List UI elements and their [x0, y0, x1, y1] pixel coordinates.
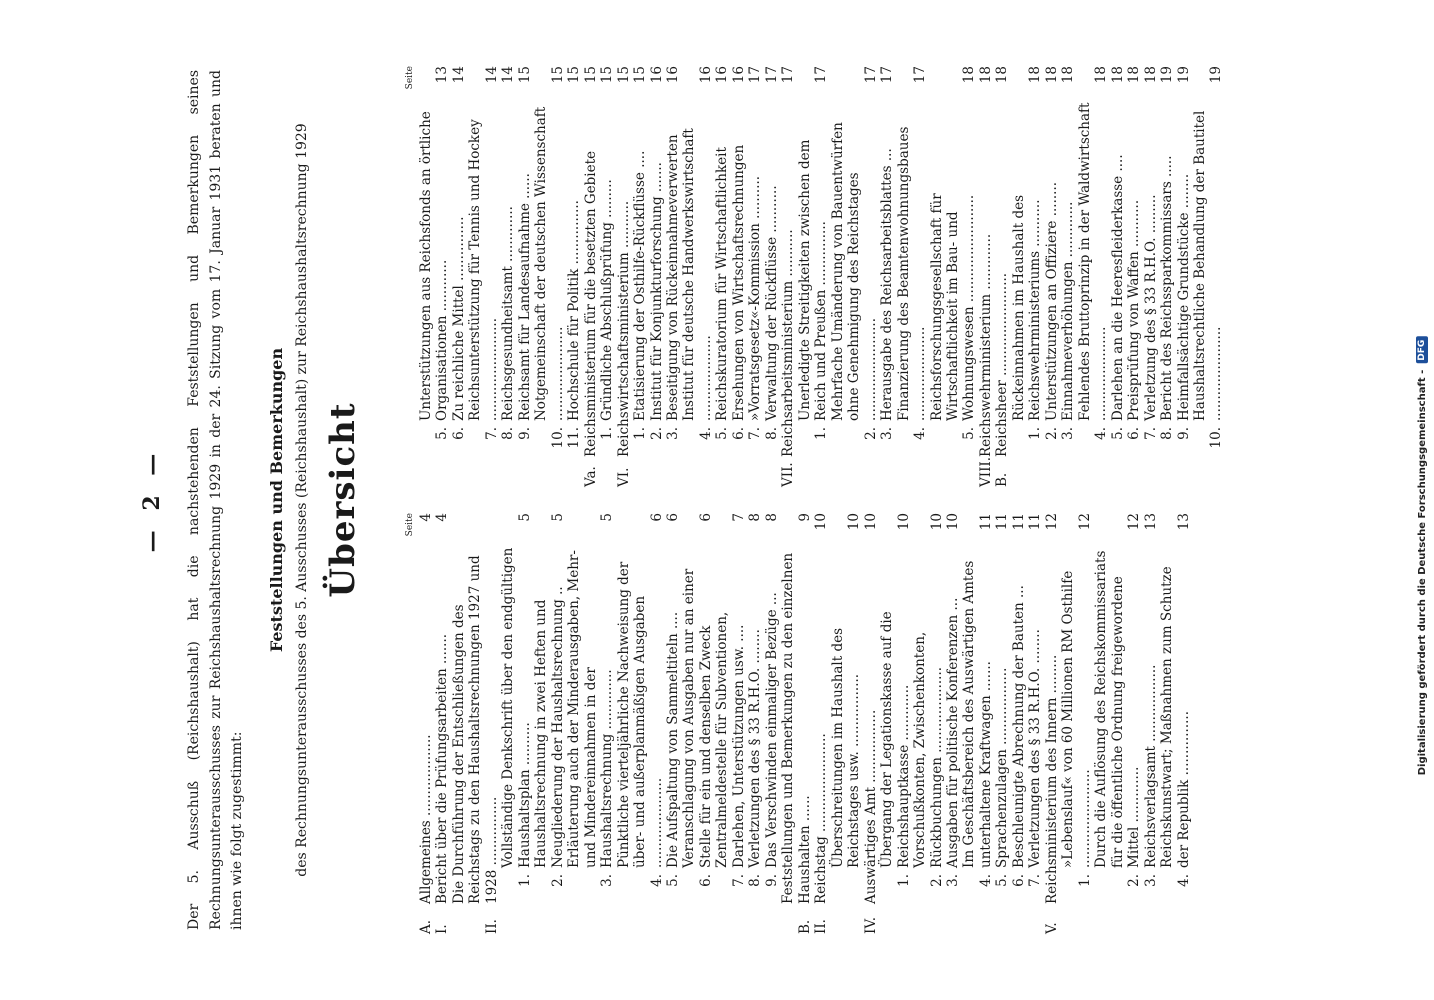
toc-entry-text: Rückeinnahmen im Haushalt des Reichswehrministeriums ...........: [1010, 194, 1044, 421]
toc-entry-page: 14: [500, 66, 517, 84]
toc-entry: [616, 66, 632, 487]
toc-entry-number: 2.: [862, 427, 879, 440]
toc-entry-number: 7.: [747, 427, 764, 440]
toc-entry-number: 8.: [1159, 427, 1176, 440]
toc-entry-page: 18: [994, 66, 1011, 84]
toc-entry-text: Verletzung des § 33 R.H.O. .........: [1142, 194, 1159, 421]
toc-entry-number: 2.: [928, 874, 945, 887]
toc-entry-number: 6.: [450, 427, 467, 440]
toc-entry-text: Reichsministerium des Innern .........: [1043, 654, 1060, 904]
toc-entry-text: Reichsgesundheitsamt .............: [500, 206, 517, 421]
toc-entry-text: Reichsunterstützung für Tennis und Hockey ........................: [467, 119, 500, 421]
toc-entry-number: A.: [417, 919, 434, 934]
toc-entry-page: 6: [665, 513, 681, 522]
toc-entry: [451, 66, 467, 487]
toc-entry-page: 4: [434, 513, 451, 522]
toc-entry-number: 1.: [813, 427, 830, 440]
seite-label-right: Seite: [405, 66, 415, 90]
toc-entry-page: 17: [813, 66, 830, 84]
toc-entry-text: Sprachenzulagen ..................: [994, 667, 1011, 868]
toc-entry-number: 1.: [1076, 874, 1093, 887]
toc-entry-page: 6: [648, 513, 665, 522]
toc-entry-number: 9.: [516, 427, 533, 440]
toc-entry-page: 11: [1010, 513, 1027, 531]
seite-label-left: Seite: [405, 513, 415, 537]
toc-entry-text: Finanzierung des Beamtenwohnungsbaues ......................: [895, 126, 929, 421]
toc-entry: [583, 66, 599, 487]
toc-entry-number: 10.: [549, 427, 566, 449]
toc-entry-number: VI.: [615, 467, 632, 487]
toc-entry-number: 4.: [912, 427, 929, 440]
toc-entry-text: Reichsarbeitsministerium ...........: [780, 229, 797, 457]
toc-entry: [1027, 513, 1043, 934]
toc-entry-page: 18: [1027, 66, 1044, 84]
toc-entry-page: 9: [796, 513, 813, 522]
toc-entry-page: 8: [747, 513, 764, 522]
toc-entry-number: 1.: [632, 427, 649, 440]
toc-entry-text: Haushaltsrechtliche Behandlung der Bautitel ......................: [1192, 110, 1225, 421]
heading-subtitle: des Rechnungsunterausschusses des 5. Ausschusses (Reichshaushalt) zur Reichshaushaltsrechnung 1929: [294, 123, 311, 877]
toc-entry-number: 8.: [747, 874, 764, 887]
toc-entry: [863, 513, 879, 934]
toc-entry-number: 3.: [944, 874, 961, 887]
toc-entry-number: VII.: [780, 462, 797, 487]
toc-entry-number: 7.: [1142, 427, 1159, 440]
toc-entry: [566, 66, 582, 487]
toc-entry-number: 5.: [434, 427, 451, 440]
toc-entry: [1093, 513, 1142, 934]
toc-entry-page: 17: [912, 66, 929, 84]
toc-entry-page: 15: [599, 66, 616, 84]
toc-entry-text: Herausgabe des Reichsarbeitsblattes ...: [879, 148, 896, 421]
toc-entry: [912, 513, 945, 934]
page-number: — 2 —: [139, 447, 165, 553]
toc-entry: [1044, 66, 1060, 487]
toc-entry-text: Veranschlagung von Ausgaben nur an einer Stelle für ein und denselben Zweck: [681, 568, 714, 868]
toc-entry-text: Darlehen an die Heeresfleiderkasse ....: [1109, 154, 1126, 421]
toc-entry-page: 16: [730, 66, 747, 84]
toc-entry: [1176, 66, 1192, 487]
toc-entry-number: 1.: [895, 874, 912, 887]
toc-entry-page: 10: [813, 513, 830, 531]
toc-entry-page: 16: [697, 66, 714, 84]
toc-entry: [1011, 66, 1044, 487]
toc-entry-number: II.: [483, 919, 500, 934]
toc-entry: [961, 513, 994, 934]
toc-entry-number: 1.: [1027, 427, 1044, 440]
toc-entry-page: 15: [582, 66, 599, 84]
toc-entry-number: 3.: [1060, 427, 1077, 440]
toc-entry-page: 7: [730, 513, 747, 522]
toc-entry-number: 3.: [879, 427, 896, 440]
toc-entry-text: Beschleunigte Abrechnung der Bauten ...: [1010, 585, 1027, 868]
toc-entry-page: 10: [944, 513, 961, 531]
toc-entry-page: 5: [549, 513, 566, 522]
toc-entry-page: 18: [1093, 66, 1110, 84]
toc-entry-text: Vorschußkonten, Zwischenkonten, Rückbuchungen ....................: [912, 631, 945, 868]
toc-entry-number: 4.: [697, 427, 714, 440]
toc-entry: [1011, 513, 1027, 934]
toc-entry-page: 10: [846, 513, 863, 531]
toc-entry-number: 5.: [714, 427, 731, 440]
toc-entry: [1126, 66, 1142, 487]
toc-entry-number: 9.: [1175, 427, 1192, 440]
toc-entry-text: Verletzungen des § 33 R.H.O. ........: [1027, 629, 1044, 868]
toc-entry-number: 6.: [1126, 427, 1143, 440]
toc-entry-text: Reichswirtschaftsministerium ...........: [615, 200, 632, 457]
toc-entry: [599, 66, 615, 487]
toc-entry-number: 9.: [763, 874, 780, 887]
toc-entry: [1192, 66, 1225, 487]
toc-entry: [945, 513, 961, 934]
toc-entry: [994, 513, 1010, 934]
toc-entry-page: 8: [763, 513, 780, 522]
toc-entry: [1077, 66, 1110, 487]
toc-entry-number: V.: [1043, 922, 1060, 934]
toc-entry: [434, 513, 450, 934]
toc-entry-number: I.: [434, 924, 451, 934]
toc-entry-number: 2.: [1043, 427, 1060, 440]
toc-entry-page: 13: [1142, 513, 1159, 531]
toc-entry: [1159, 513, 1192, 934]
toc-entry-number: 10.: [1208, 427, 1225, 449]
toc-entry-page: 12: [1043, 513, 1060, 531]
toc-entry-number: 2.: [1126, 874, 1143, 887]
toc-entry-number: 11.: [566, 427, 583, 449]
toc-entry-text: Reichsverlagsamt ..................: [1142, 664, 1159, 868]
toc-entry: [1143, 513, 1159, 934]
toc-entry: [517, 66, 533, 487]
toc-entry-page: 19: [1159, 66, 1176, 84]
toc-entry: [714, 513, 747, 934]
toc-entry-page: 12: [1076, 513, 1093, 531]
toc-entry-text: »Vorratsgesetz«-Kommission ..........: [747, 175, 764, 421]
toc-entry-page: 13: [1175, 513, 1192, 531]
toc-entry: [467, 66, 500, 487]
toc-entry-text: Reichsforschungsgesellschaft für Wirtschaftlichkeit im Bau- und Wohnungswesen .........................: [928, 193, 978, 421]
toc-entry-text: Unterstützungen an Offiziere ........: [1043, 181, 1060, 421]
toc-entry: [681, 513, 714, 934]
toc-entry-text: Mehrfache Umänderung von Bauentwürfen ohne Genehmigung des Reichstages ........................: [829, 122, 879, 421]
toc-entry: [896, 66, 929, 487]
toc-entry: [797, 66, 830, 487]
toc-entry-number: 1.: [516, 874, 533, 887]
toc-entry-number: 2.: [648, 427, 665, 440]
toc-entry: [665, 513, 681, 934]
toc-entry-text: Heimfallsächtige Grundstücke ........: [1175, 173, 1192, 421]
toc-entry: [929, 66, 978, 487]
toc-entry-text: Reichsministerium für die besetzten Gebiete: [582, 151, 599, 457]
toc-entry-page: 14: [450, 66, 467, 84]
toc-entry: [418, 66, 451, 487]
toc-entry-page: 17: [763, 66, 780, 84]
toc-entry-text: Reichskuratorium für Wirtschaftlichkeit: [714, 147, 731, 421]
toc-entry-number: 1.: [599, 427, 616, 440]
toc-entry-number: 7.: [483, 427, 500, 440]
toc-entry-page: 13: [434, 66, 451, 84]
toc-entry: [714, 66, 730, 487]
toc-entry-text: Gründliche Abschlußprüfung .........: [599, 179, 616, 421]
rotated-document-page: [77, 30, 1357, 970]
toc-entry-page: 15: [549, 66, 566, 84]
toc-entry-page: 17: [862, 66, 879, 84]
toc-entry-number: 5.: [1109, 427, 1126, 440]
toc-entry: [665, 66, 681, 487]
toc-entry-number: 2.: [549, 874, 566, 887]
toc-entry: [747, 513, 763, 934]
toc-entry-text: Feststellungen und Bemerkungen zu den einzelnen Haushalten ......: [780, 552, 813, 904]
toc-entry: [616, 513, 665, 934]
toc-entry-page: 18: [1060, 66, 1077, 84]
toc-entry-page: 11: [994, 513, 1011, 531]
toc-entry: [1060, 66, 1076, 487]
toc-entry-text: Das Verschwinden einmaliger Bezüge ...: [763, 592, 780, 868]
toc-entry-page: 18: [977, 66, 994, 84]
toc-entry-text: Durch die Auflösung des Reichskommissariats für die öffentliche Ordnung freigewordene Mittel .............: [1093, 550, 1143, 868]
toc-entry-number: B.: [796, 919, 813, 934]
toc-entry-page: 10: [928, 513, 945, 531]
toc-entry-number: B.: [994, 472, 1011, 487]
toc-entry-number: 5.: [665, 874, 681, 887]
toc-entry: [566, 513, 615, 934]
toc-entry: [764, 513, 780, 934]
toc-entry-number: 5.: [994, 874, 1011, 887]
toc-entry: [731, 66, 747, 487]
toc-entry-text: Verwaltung der Rückflüsse ...........: [763, 185, 780, 421]
toc-entry-page: 16: [648, 66, 665, 84]
toc-entry-text: Reichswehrministerium .............: [977, 233, 994, 457]
toc-entry-text: Preisprüfung von Waffen ...........: [1126, 199, 1143, 421]
toc-entry-text: Erläuterung auch der Minderausgaben, Mehr- und Mindereinnahmen in der Haushaltsrechnung ..............: [566, 550, 616, 868]
toc-entry: [418, 513, 434, 934]
toc-entry-page: 19: [1208, 66, 1225, 84]
toc-entry-text: Die Aufspaltung von Sammeltiteln ....: [665, 611, 681, 868]
toc-entry-page: 15: [632, 66, 649, 84]
toc-entry-number: 4.: [648, 874, 665, 887]
toc-entry-number: 4.: [1093, 427, 1110, 440]
toc-entry-page: 17: [747, 66, 764, 84]
toc-entry-page: 5: [599, 513, 616, 522]
toc-entry-text: Ersehungen von Wirtschaftsrechnungen: [730, 144, 747, 421]
dfg-note-text: Digitalisierung gefördert durch die Deutsche Forschungsgemeinschaft -: [1416, 369, 1428, 776]
toc-entry-text: Reichstag .......................: [813, 733, 830, 904]
toc-entry: [830, 513, 863, 934]
toc-entry-text: Ausgaben für politische Konferenzen ...: [944, 597, 961, 868]
toc-entry: [451, 513, 500, 934]
toc-entry-number: 8.: [763, 427, 780, 440]
toc-entry: [747, 66, 763, 487]
toc-entry: [764, 66, 780, 487]
toc-entry-number: 4.: [977, 874, 994, 887]
toc-entry-number: 3.: [1142, 874, 1159, 887]
toc-entry-text: Beseitigung von Rückeinnahmeverwerten: [665, 134, 681, 421]
toc-entry-text: »Lebenslauf« von 60 Millionen RM Osthilfe .......................: [1060, 570, 1093, 868]
toc-entry-page: 15: [615, 66, 632, 84]
toc-entry: [879, 513, 912, 934]
toc-entry: [500, 66, 516, 487]
toc-entry-number: 7.: [730, 874, 747, 887]
toc-entry-number: 4.: [1175, 874, 1192, 887]
toc-entry-text: Auswärtiges Amt .................: [862, 709, 879, 904]
toc-entry-page: 18: [1109, 66, 1126, 84]
toc-entry-page: 10: [862, 513, 879, 531]
toc-entry: [681, 66, 714, 487]
toc-entry: [533, 513, 566, 934]
toc-entry-text: Bericht über die Prüfungsarbeiten .......: [434, 633, 451, 904]
heading-feststellungen: Feststellungen und Bemerkungen: [266, 347, 286, 653]
toc-entry: [978, 66, 994, 487]
toc-entry-page: 14: [483, 66, 500, 84]
toc-entry: [632, 66, 648, 487]
toc-entry-page: 6: [697, 513, 714, 522]
toc-entry-page: 19: [1175, 66, 1192, 84]
toc-entry: [1110, 66, 1126, 487]
toc-entry-text: Verletzungen des § 33 R.H.O. ........: [747, 629, 764, 868]
toc-entry-number: 6.: [730, 427, 747, 440]
toc-entry: [500, 513, 533, 934]
toc-entry: [1060, 513, 1093, 934]
toc-entry-number: II.: [813, 919, 830, 934]
toc-entry-page: 17: [780, 66, 797, 84]
toc-entry: [780, 513, 813, 934]
toc-entry-page: 12: [1126, 513, 1143, 531]
toc-entry-number: 5.: [961, 427, 978, 440]
toc-entry: [780, 66, 796, 487]
toc-entry-number: 6.: [1010, 874, 1027, 887]
toc-entry-text: Haushaltsrechnung in zwei Heften und Neugliederung der Haushaltsrechnung ..: [533, 586, 566, 868]
toc-entry-page: 11: [977, 513, 994, 531]
toc-entry-page: 11: [1027, 513, 1044, 531]
toc-entry-text: Übergang der Legationskasse auf die Reichshauptkasse .............: [879, 611, 912, 868]
toc-entry-number: 6.: [697, 874, 714, 887]
toc-entry-page: 18: [1126, 66, 1143, 84]
toc-entry-page: 10: [895, 513, 912, 531]
toc-entry-number: IV.: [862, 916, 879, 934]
toc-entry-text: Einnahmeverhöhungen .............: [1060, 201, 1077, 421]
toc-entry-text: Etatisierung der Osthilfe-Rückflüsse ....: [632, 150, 649, 421]
toc-entry-text: Bericht des Reichssparkommissars .....: [1159, 155, 1176, 421]
toc-entry: [1143, 66, 1159, 487]
toc-entry-text: Fehlendes Bruttoprinzip in der Waldwirtschaft ......................: [1076, 102, 1110, 421]
dfg-logo: DFG: [1416, 337, 1428, 364]
toc-entry-text: Institut für deutsche Handwerkswirtschaft ....................: [681, 128, 714, 421]
toc-entry-text: Vollständige Denkschrift über den endgültigen Haushaltsplan ..........: [500, 547, 533, 868]
toc-entry-text: Zentralmeldestelle für Subventionen, Darlehen, Unterstützungen usw. ....: [714, 611, 747, 868]
toc-entry-text: Notgemeinschaft der deutschen Wissenschaft ......................: [533, 106, 566, 421]
toc-entry: [1044, 513, 1060, 934]
toc-entry-text: Institut für Konjunkturforschung .......: [648, 162, 665, 421]
toc-columns: [405, 66, 1225, 934]
toc-entry-text: Im Geschäftsbereich des Auswärtigen Amtes unterhaltene Kraftwagen .......: [961, 560, 994, 868]
toc-entry-text: Reichskunstwart; Maßnahmen zum Schutze der Republik ...............: [1159, 566, 1192, 868]
toc-entry: [533, 66, 566, 487]
heading-uebersicht: Übersicht: [323, 402, 364, 598]
toc-entry-number: 7.: [1027, 874, 1044, 887]
toc-entry-page: 18: [1043, 66, 1060, 84]
toc-entry: [830, 66, 879, 487]
toc-entry-number: VIII.: [977, 456, 994, 487]
dfg-funding-note: [1416, 337, 1428, 776]
toc-entry-text: Hochschule für Politik ...............: [566, 200, 583, 421]
toc-entry-text: Die Durchführung der Entschließungen des Reichstags zu den Haushaltsrechnungen 1927 und 1928 ................: [450, 555, 500, 904]
toc-entry-text: Reichsamt für Landesaufnahme ......: [516, 173, 533, 421]
toc-entry-number: 8.: [500, 427, 517, 440]
toc-entry: [994, 66, 1010, 487]
toc-entry-page: 15: [516, 66, 533, 84]
toc-entry-text: Allgemeines ...................: [417, 734, 434, 904]
toc-entry-page: 15: [566, 66, 583, 84]
toc-entry-text: Zu reichliche Mittel ...............: [450, 216, 467, 421]
toc-entry-number: 3.: [599, 874, 616, 887]
toc-entry: [1159, 66, 1175, 487]
toc-entry-page: 18: [1142, 66, 1159, 84]
intro-paragraph: Der 5. Ausschuß (Reichshaushalt) hat die nachstehenden Feststellungen und Bemerkungen seines Rechnungsunterausschusses zur Reichshaushaltsrechnung 1929 in der 24. Sitzung vom 17. Januar 1931 beraten und ihnen wie folgt zugestimmt:: [185, 70, 246, 930]
toc-entry: [813, 513, 829, 934]
toc-entry-text: Pünktliche vierteljährliche Nachweisung der über- und außerplanmäßigen Ausgaben .....................: [615, 561, 665, 868]
toc-left-column: [405, 513, 1225, 934]
toc-entry-page: 4: [417, 513, 434, 522]
toc-entry-text: Unerledigte Streitigkeiten zwischen dem Reich und Preußen ...............: [796, 139, 830, 421]
toc-entry-page: 16: [714, 66, 731, 84]
toc-entry-number: Va.: [582, 466, 599, 487]
toc-entry: [649, 66, 665, 487]
toc-right-column: [405, 66, 1225, 487]
toc-entry-text: Überschreitungen im Haushalt des Reichstages usw. .................: [829, 627, 863, 868]
toc-entry-text: Unterstützungen aus Reichsfonds an örtliche Organisationen ............: [417, 111, 451, 421]
toc-entry-text: Reichsheer ........................: [994, 272, 1011, 457]
toc-entry-page: 16: [665, 66, 681, 84]
toc-entry-number: 3.: [665, 427, 681, 440]
toc-entry-page: 17: [879, 66, 896, 84]
toc-entry: [879, 66, 895, 487]
toc-entry-page: 18: [961, 66, 978, 84]
toc-entry-page: 5: [516, 513, 533, 522]
